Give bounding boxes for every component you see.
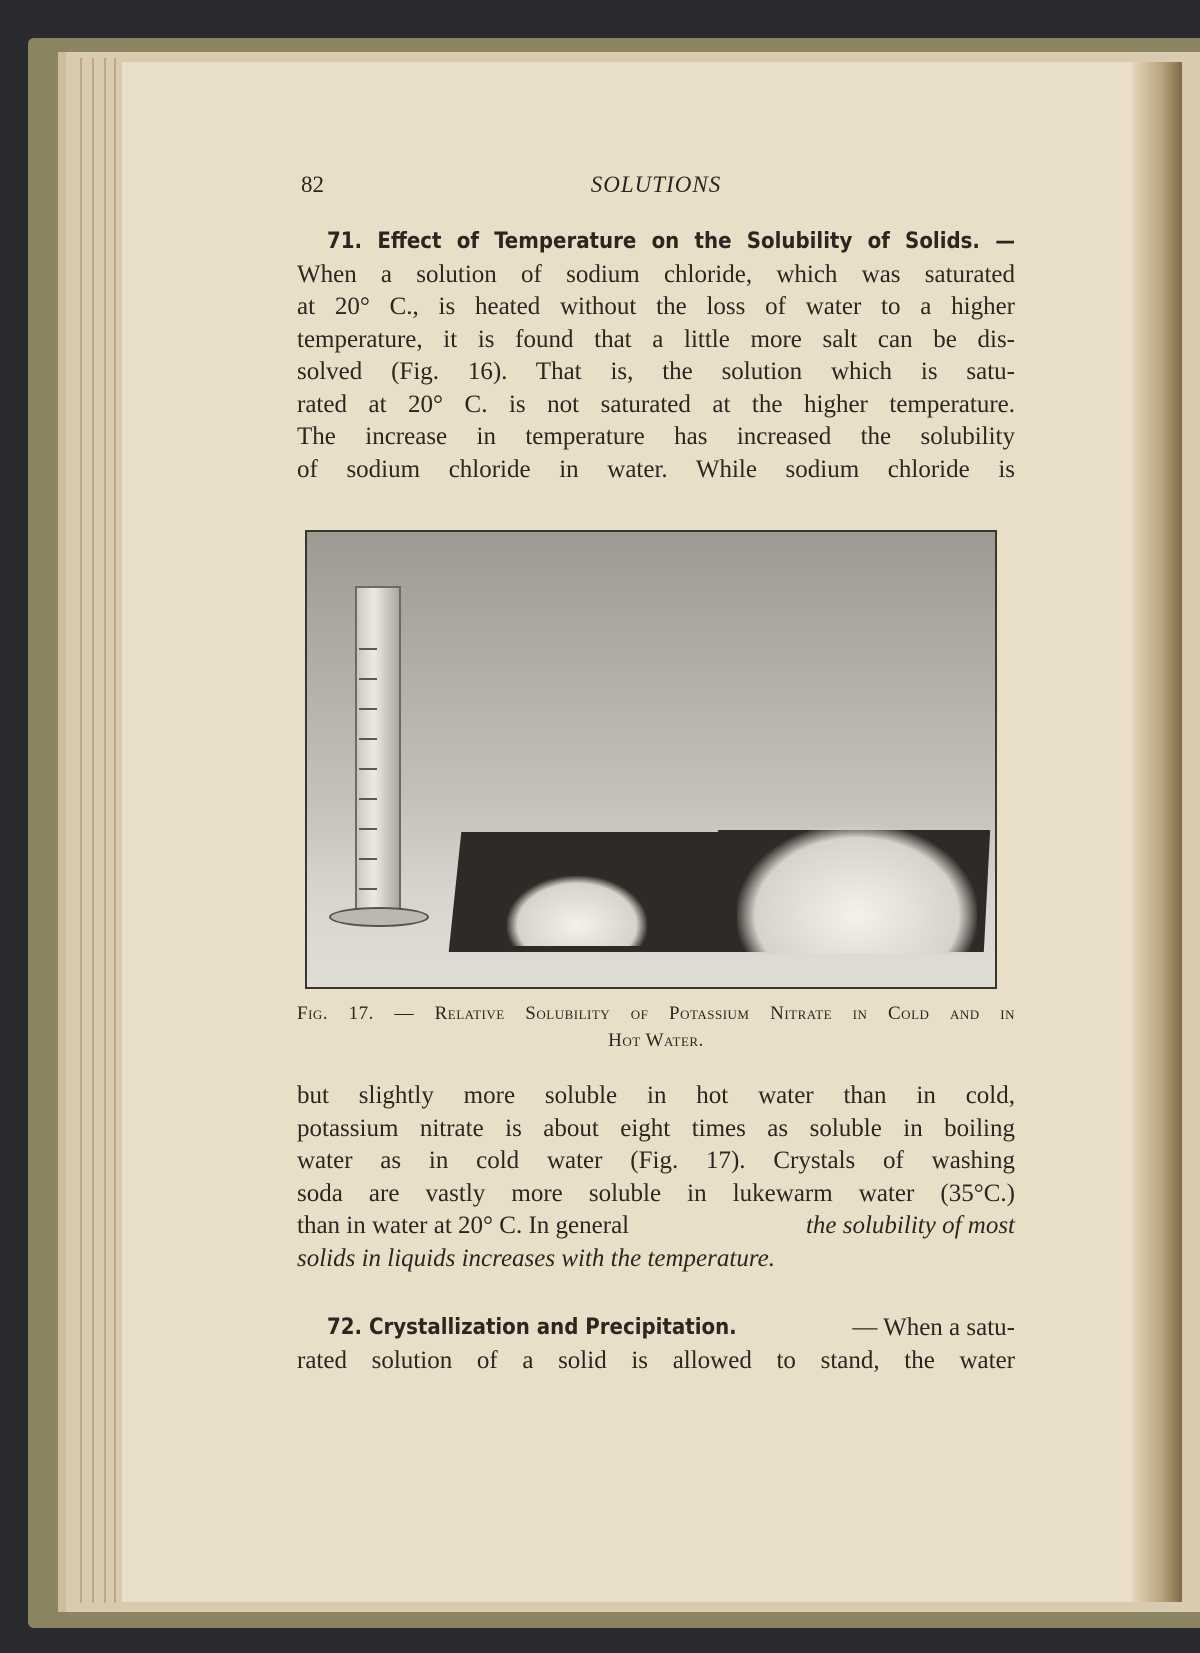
section-71-continued [297, 1080, 1015, 1275]
page-gutter [1132, 62, 1182, 1602]
running-title: SOLUTIONS [590, 172, 722, 197]
leaf-edge [80, 58, 82, 1603]
text-segment: — When a satu- [852, 1314, 1015, 1341]
text-line: temperature, it is found that a little more salt can be dis- [297, 325, 1015, 353]
text-line: of sodium chloride in water. While sodium chloride is [297, 455, 1015, 483]
text-line: When a solution of sodium chloride, which was saturated [297, 260, 1015, 288]
text-segment: than in water at 20° C. In general [297, 1212, 630, 1239]
italic-text: solids in liquids increases with the temperature. [297, 1244, 775, 1272]
caption-line: Fig. 17. — Relative Solubility of Potassium Nitrate in Cold and in [297, 1003, 1015, 1024]
leaf-edge [92, 58, 94, 1603]
text-line: at 20° C., is heated without the loss of water to a higher [297, 293, 1015, 320]
text-line: solved (Fig. 16). That is, the solution which is satu- [297, 358, 1015, 385]
running-header [297, 172, 1015, 202]
leaf-edge [104, 58, 106, 1603]
text-line: water as in cold water (Fig. 17). Crystals of washing [297, 1147, 1015, 1174]
salt-pile-small [507, 876, 647, 946]
text-line [297, 1210, 1015, 1243]
text-line: The increase in temperature has increased the solubility [297, 423, 1015, 450]
figure-photo [305, 530, 997, 989]
section-71 [297, 226, 1015, 486]
text-line: soda are vastly more soluble in lukewarm water (35°C.) [297, 1179, 1015, 1207]
text-line: rated at 20° C. is not saturated at the higher temperature. [297, 390, 1015, 418]
salt-pile-large [737, 824, 977, 954]
italic-text: the solubility of most [805, 1212, 1015, 1239]
section-heading-line [297, 1312, 1015, 1345]
text-line: but slightly more soluble in hot water than in cold, [297, 1082, 1015, 1109]
figure-caption [297, 1000, 1015, 1054]
graduated-cylinder [355, 586, 401, 918]
leaf-edge [114, 58, 116, 1603]
section-heading: 72. Crystallization and Precipitation. [327, 1315, 737, 1340]
caption-line: Hot Water. [608, 1030, 704, 1051]
text-line: rated solution of a solid is allowed to stand, the water [297, 1346, 1015, 1374]
text-line: potassium nitrate is about eight times as soluble in boiling [297, 1114, 1015, 1142]
section-72 [297, 1312, 1015, 1377]
page-number: 82 [301, 172, 324, 197]
cylinder-base [329, 907, 429, 927]
section-heading: 71. Effect of Temperature on the Solubility of Solids. — [327, 229, 1015, 254]
